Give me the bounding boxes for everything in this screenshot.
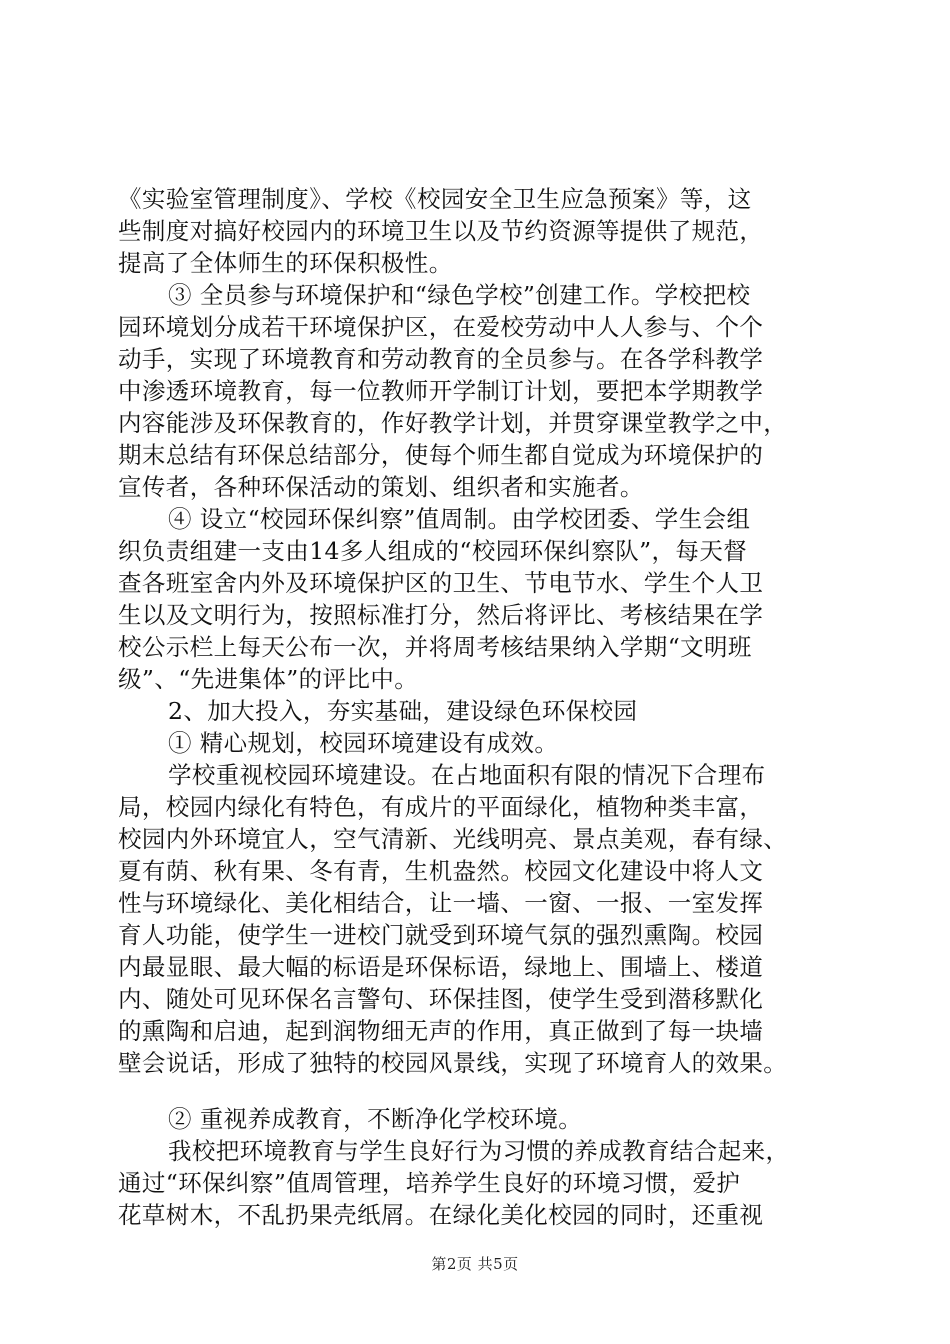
- section-heading: 2、加大投入，夯实基础，建设绿色环保校园: [168, 697, 638, 725]
- text-line: 校公示栏上每天公布一次，并将周考核结果纳入学期“文明班: [118, 633, 752, 661]
- text-line: 园环境划分成若干环境保护区，在爱校劳动中人人参与、个个: [118, 313, 764, 341]
- text-line: 学校重视校园环境建设。在占地面积有限的情况下合理布: [168, 761, 766, 789]
- text-line: 些制度对搞好校园内的环境卫生以及节约资源等提供了规范，: [118, 217, 764, 245]
- text-line: 内最显眼、最大幅的标语是环保标语，绿地上、围墙上、楼道: [118, 953, 764, 981]
- text-line: 我校把环境教育与学生良好行为习惯的养成教育结合起来，: [168, 1137, 790, 1165]
- text-line: 局，校园内绿化有特色，有成片的平面绿化，植物种类丰富，: [118, 793, 764, 821]
- paragraph-heading: ② 重视养成教育，不断净化学校环境。: [168, 1105, 583, 1133]
- text-line: 《实验室管理制度》、学校《校园安全卫生应急预案》等，这: [118, 185, 752, 213]
- text-line: 织负责组建一支由14多人组成的“校园环保纠察队”，每天督: [118, 537, 748, 565]
- text-line: 的熏陶和启迪，起到润物细无声的作用，真正做到了每一块墙: [118, 1017, 764, 1045]
- text-line: 生以及文明行为，按照标准打分，然后将评比、考核结果在学: [118, 601, 764, 629]
- text-line: 花草树木，不乱扔果壳纸屑。在绿化美化校园的同时，还重视: [118, 1201, 764, 1229]
- paragraph-heading: ③ 全员参与环境保护和“绿色学校”创建工作。学校把校: [168, 281, 751, 309]
- text-line: 校园内外环境宜人，空气清新、光线明亮、景点美观，春有绿、: [118, 825, 788, 853]
- page-indicator: 第2页 共5页: [431, 1255, 519, 1273]
- paragraph-heading: ① 精心规划，校园环境建设有成效。: [168, 729, 559, 757]
- text-line: 性与环境绿化、美化相结合，让一墙、一窗、一报、一室发挥: [118, 889, 764, 917]
- text-line: 育人功能，使学生一进校门就受到环境气氛的强烈熏陶。校园: [118, 921, 764, 949]
- text-line: 内容能涉及环保教育的，作好教学计划，并贯穿课堂教学之中，: [118, 409, 788, 437]
- text-line: 查各班室舍内外及环境保护区的卫生、节电节水、学生个人卫: [118, 569, 764, 597]
- text-line: 宣传者，各种环保活动的策划、组织者和实施者。: [118, 473, 644, 501]
- text-line: 提高了全体师生的环保积极性。: [118, 249, 453, 277]
- text-line: 通过“环保纠察”值周管理，培养学生良好的环境习惯，爱护: [118, 1169, 741, 1197]
- text-line: 夏有荫、秋有果、冬有青，生机盎然。校园文化建设中将人文: [118, 857, 764, 885]
- text-line: 中渗透环境教育，每一位教师开学制订计划，要把本学期教学: [118, 377, 764, 405]
- text-line: 期末总结有环保总结部分，使每个师生都自觉成为环境保护的: [118, 441, 764, 469]
- text-line: 壁会说话，形成了独特的校园风景线，实现了环境育人的效果。: [118, 1049, 788, 1077]
- text-line: 动手，实现了环境教育和劳动教育的全员参与。在各学科教学: [118, 345, 764, 373]
- paragraph-heading: ④ 设立“校园环保纠察”值周制。由学校团委、学生会组: [168, 505, 751, 533]
- text-line: 级”、“先进集体”的评比中。: [118, 665, 419, 693]
- text-line: 内、随处可见环保名言警句、环保挂图，使学生受到潜移默化: [118, 985, 764, 1013]
